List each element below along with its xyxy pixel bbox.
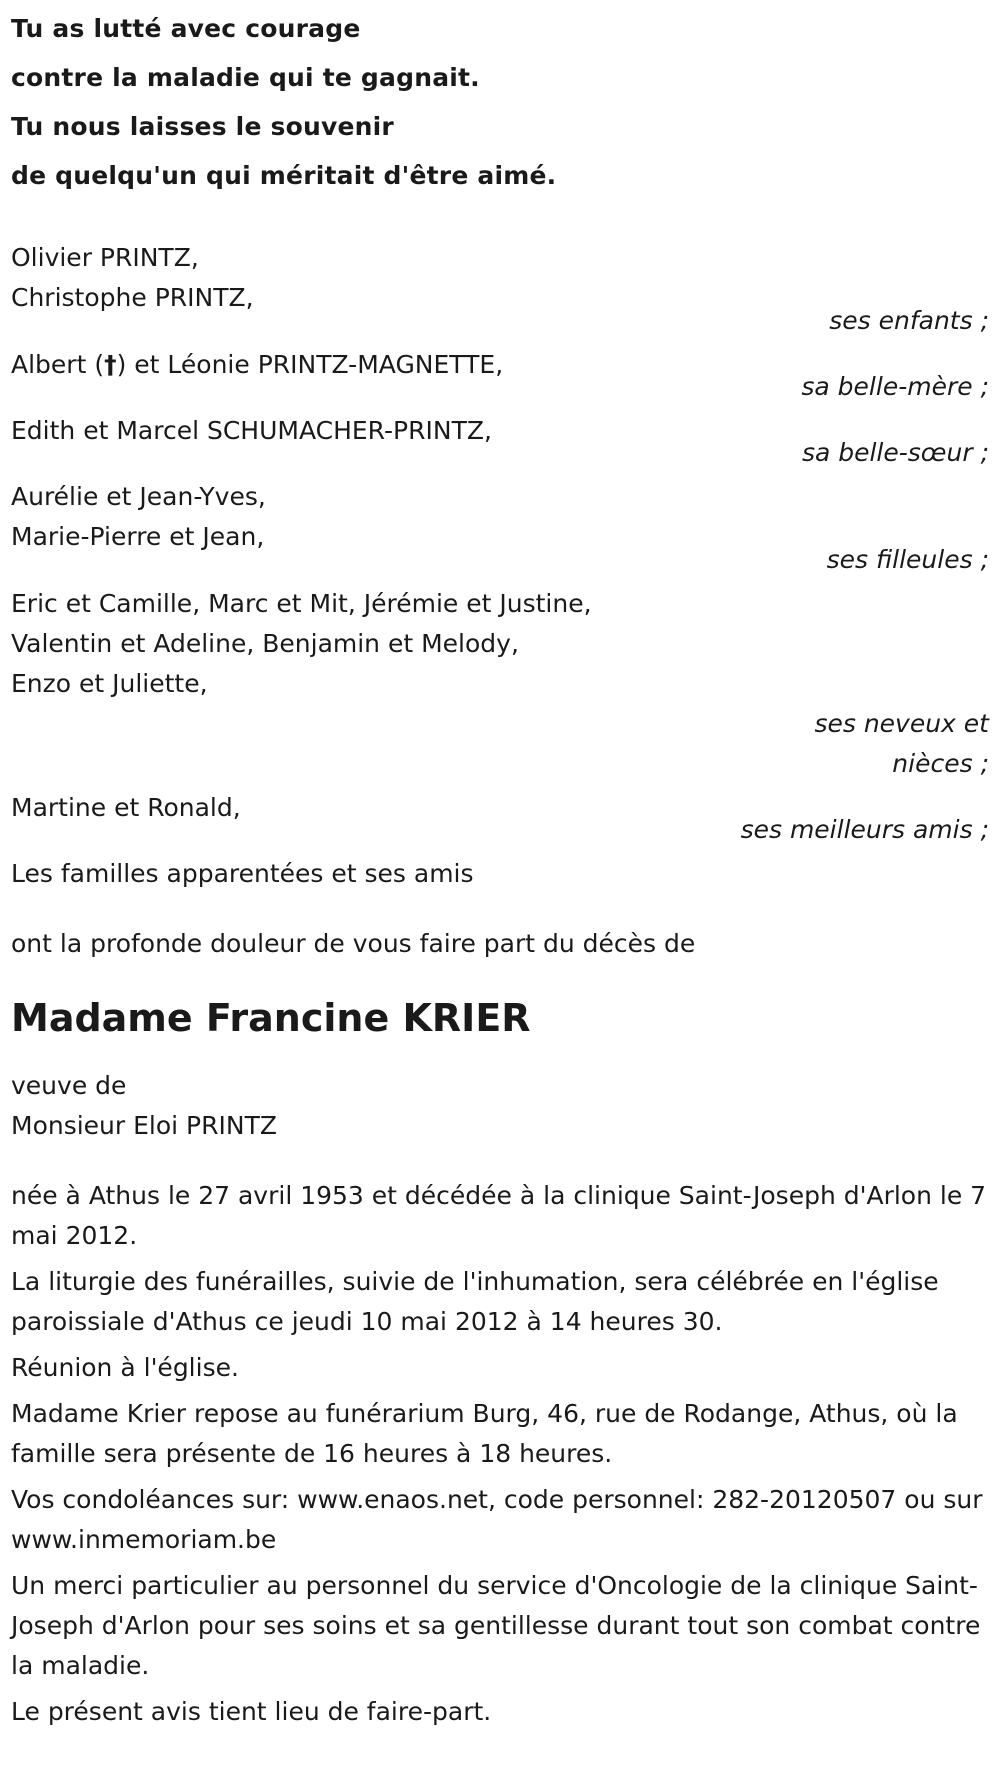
announcement: ont la profonde douleur de vous faire part du décès de	[11, 929, 696, 958]
detail-paragraph: Madame Krier repose au funérarium Burg, 46, rue de Rodange, Athus, où la famille sera présente de 16 heures à 18 heures.	[11, 1399, 958, 1468]
detail-paragraph: Vos condoléances sur: www.enaos.net, code personnel: 282-20120507 ou sur www.inmemoriam.be	[11, 1485, 983, 1554]
family-others: Les familles apparentées et ses amis	[11, 859, 474, 888]
poem-line: Tu nous laisses le souvenir	[11, 112, 394, 141]
relation-label: ses enfants ;	[829, 306, 989, 335]
family-name: Martine et Ronald,	[11, 793, 241, 822]
detail-paragraph: Le présent avis tient lieu de faire-part.	[11, 1697, 492, 1726]
poem-line: contre la maladie qui te gagnait.	[11, 63, 480, 92]
poem	[11, 4, 989, 200]
poem-line: de quelqu'un qui méritait d'être aimé.	[11, 161, 557, 190]
detail-paragraph: Un merci particulier au personnel du service d'Oncologie de la clinique Saint-Joseph d'Arlon pour ses soins et sa gentillesse durant tout son combat contre la maladie.	[11, 1571, 981, 1680]
detail-paragraph: La liturgie des funérailles, suivie de l'inhumation, sera célébrée en l'église paroissiale d'Athus ce jeudi 10 mai 2012 à 14 heures 30.	[11, 1267, 939, 1336]
relation-label: sa belle-mère ;	[801, 372, 989, 401]
widow-line: Monsieur Eloi PRINTZ	[11, 1111, 277, 1140]
family-name: Aurélie et Jean-Yves,	[11, 482, 266, 511]
family-group-sister-in-law	[11, 411, 989, 473]
family-group-children	[11, 238, 989, 341]
family-name: Albert (†) et Léonie PRINTZ-MAGNETTE,	[11, 350, 504, 379]
family-group-goddaughters	[11, 477, 989, 580]
family-group-nephews-nieces	[11, 584, 989, 784]
poem-line: Tu as lutté avec courage	[11, 14, 361, 43]
family-name: Christophe PRINTZ,	[11, 283, 254, 312]
family-name: Marie-Pierre et Jean,	[11, 522, 265, 551]
detail-paragraph: née à Athus le 27 avril 1953 et décédée à la clinique Saint-Joseph d'Arlon le 7 mai 2012.	[11, 1181, 987, 1250]
detail-paragraph: Réunion à l'église.	[11, 1353, 239, 1382]
family-name: Olivier PRINTZ,	[11, 243, 199, 272]
relation-label: nièces ;	[892, 749, 989, 778]
obituary-notice	[11, 0, 989, 1732]
relation-label: ses filleules ;	[826, 545, 989, 574]
relation-label: ses meilleurs amis ;	[740, 815, 989, 844]
widow-line: veuve de	[11, 1071, 127, 1100]
relation-label: ses neveux et	[814, 709, 989, 738]
relation-label: sa belle-sœur ;	[801, 438, 989, 467]
family-name: Enzo et Juliette,	[11, 669, 208, 698]
deceased-name: Madame Francine KRIER	[11, 996, 531, 1040]
cross-icon: †	[104, 350, 117, 379]
family-name: Eric et Camille, Marc et Mit, Jérémie et Justine,	[11, 589, 592, 618]
family-group-in-law-mother	[11, 345, 989, 407]
family-name: Edith et Marcel SCHUMACHER-PRINTZ,	[11, 416, 492, 445]
family-group-best-friends	[11, 788, 989, 850]
family-name: Valentin et Adeline, Benjamin et Melody,	[11, 629, 519, 658]
